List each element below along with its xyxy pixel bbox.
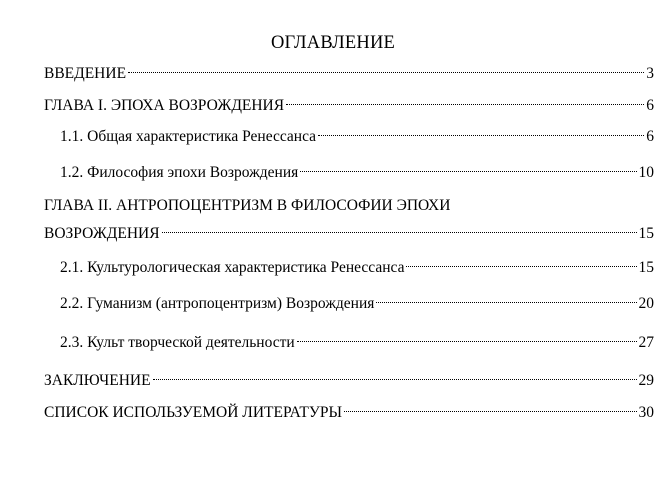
toc-dot-leader [162, 218, 637, 238]
toc-page-number: 15 [638, 225, 654, 242]
toc-entry-text: ВОЗРОЖДЕНИЯ [44, 225, 160, 242]
toc-entry-text-line1: ГЛАВА II. АНТРОПОЦЕНТРИЗМ В ФИЛОСОФИИ ЭПОХИ [44, 197, 451, 214]
toc-page-number: 30 [638, 404, 654, 421]
toc-page-number: 6 [646, 97, 654, 114]
toc-entry[interactable] [60, 327, 654, 351]
toc-entry[interactable] [44, 196, 654, 240]
toc-entry-text: 2.1. Культурологическая характеристика Ренессанса [60, 259, 405, 276]
toc-page-number: 27 [638, 334, 654, 351]
toc-dot-leader [153, 365, 637, 385]
toc-entry-text: 1.1. Общая характеристика Ренессанса [60, 128, 317, 145]
toc-entry-text: ГЛАВА I. ЭПОХА ВОЗРОЖДЕНИЯ [44, 97, 285, 114]
toc-entry-text: 1.2. Философия эпохи Возрождения [60, 164, 299, 181]
toc-dot-leader [344, 397, 637, 417]
toc-entry[interactable] [60, 157, 654, 181]
toc-page-number: 29 [638, 372, 654, 389]
toc-entry[interactable] [44, 397, 654, 421]
toc-entry[interactable] [44, 58, 654, 82]
toc-entry-text: 2.3. Культ творческой деятельности [60, 334, 295, 351]
toc-entry-text: 2.2. Гуманизм (антропоцентризм) Возрождения [60, 295, 375, 312]
toc-entry[interactable] [60, 288, 654, 312]
toc-page-number: 6 [646, 128, 654, 145]
toc-entry[interactable] [60, 121, 654, 145]
toc-page-number: 10 [638, 164, 654, 181]
toc-dot-leader [376, 288, 636, 308]
toc-entry-text: СПИСОК ИСПОЛЬЗУЕМОЙ ЛИТЕРАТУРЫ [44, 404, 342, 421]
toc-entry-text: ЗАКЛЮЧЕНИЕ [44, 372, 151, 389]
toc-title: ОГЛАВЛЕНИЕ [270, 33, 396, 53]
toc-entry-text: ВВЕДЕНИЕ [44, 65, 127, 82]
toc-page-number: 20 [638, 295, 654, 312]
toc-entry[interactable] [44, 90, 654, 114]
toc-entry[interactable] [44, 365, 654, 389]
toc-entry[interactable] [60, 252, 654, 276]
toc-page-number: 15 [638, 259, 654, 276]
toc-dot-leader [406, 252, 636, 272]
toc-dot-leader [318, 121, 644, 141]
toc-page-number: 3 [646, 65, 654, 82]
toc-dot-leader [128, 58, 644, 78]
toc-dot-leader [300, 157, 636, 177]
toc-dot-leader [297, 327, 637, 347]
toc-dot-leader [286, 90, 644, 110]
